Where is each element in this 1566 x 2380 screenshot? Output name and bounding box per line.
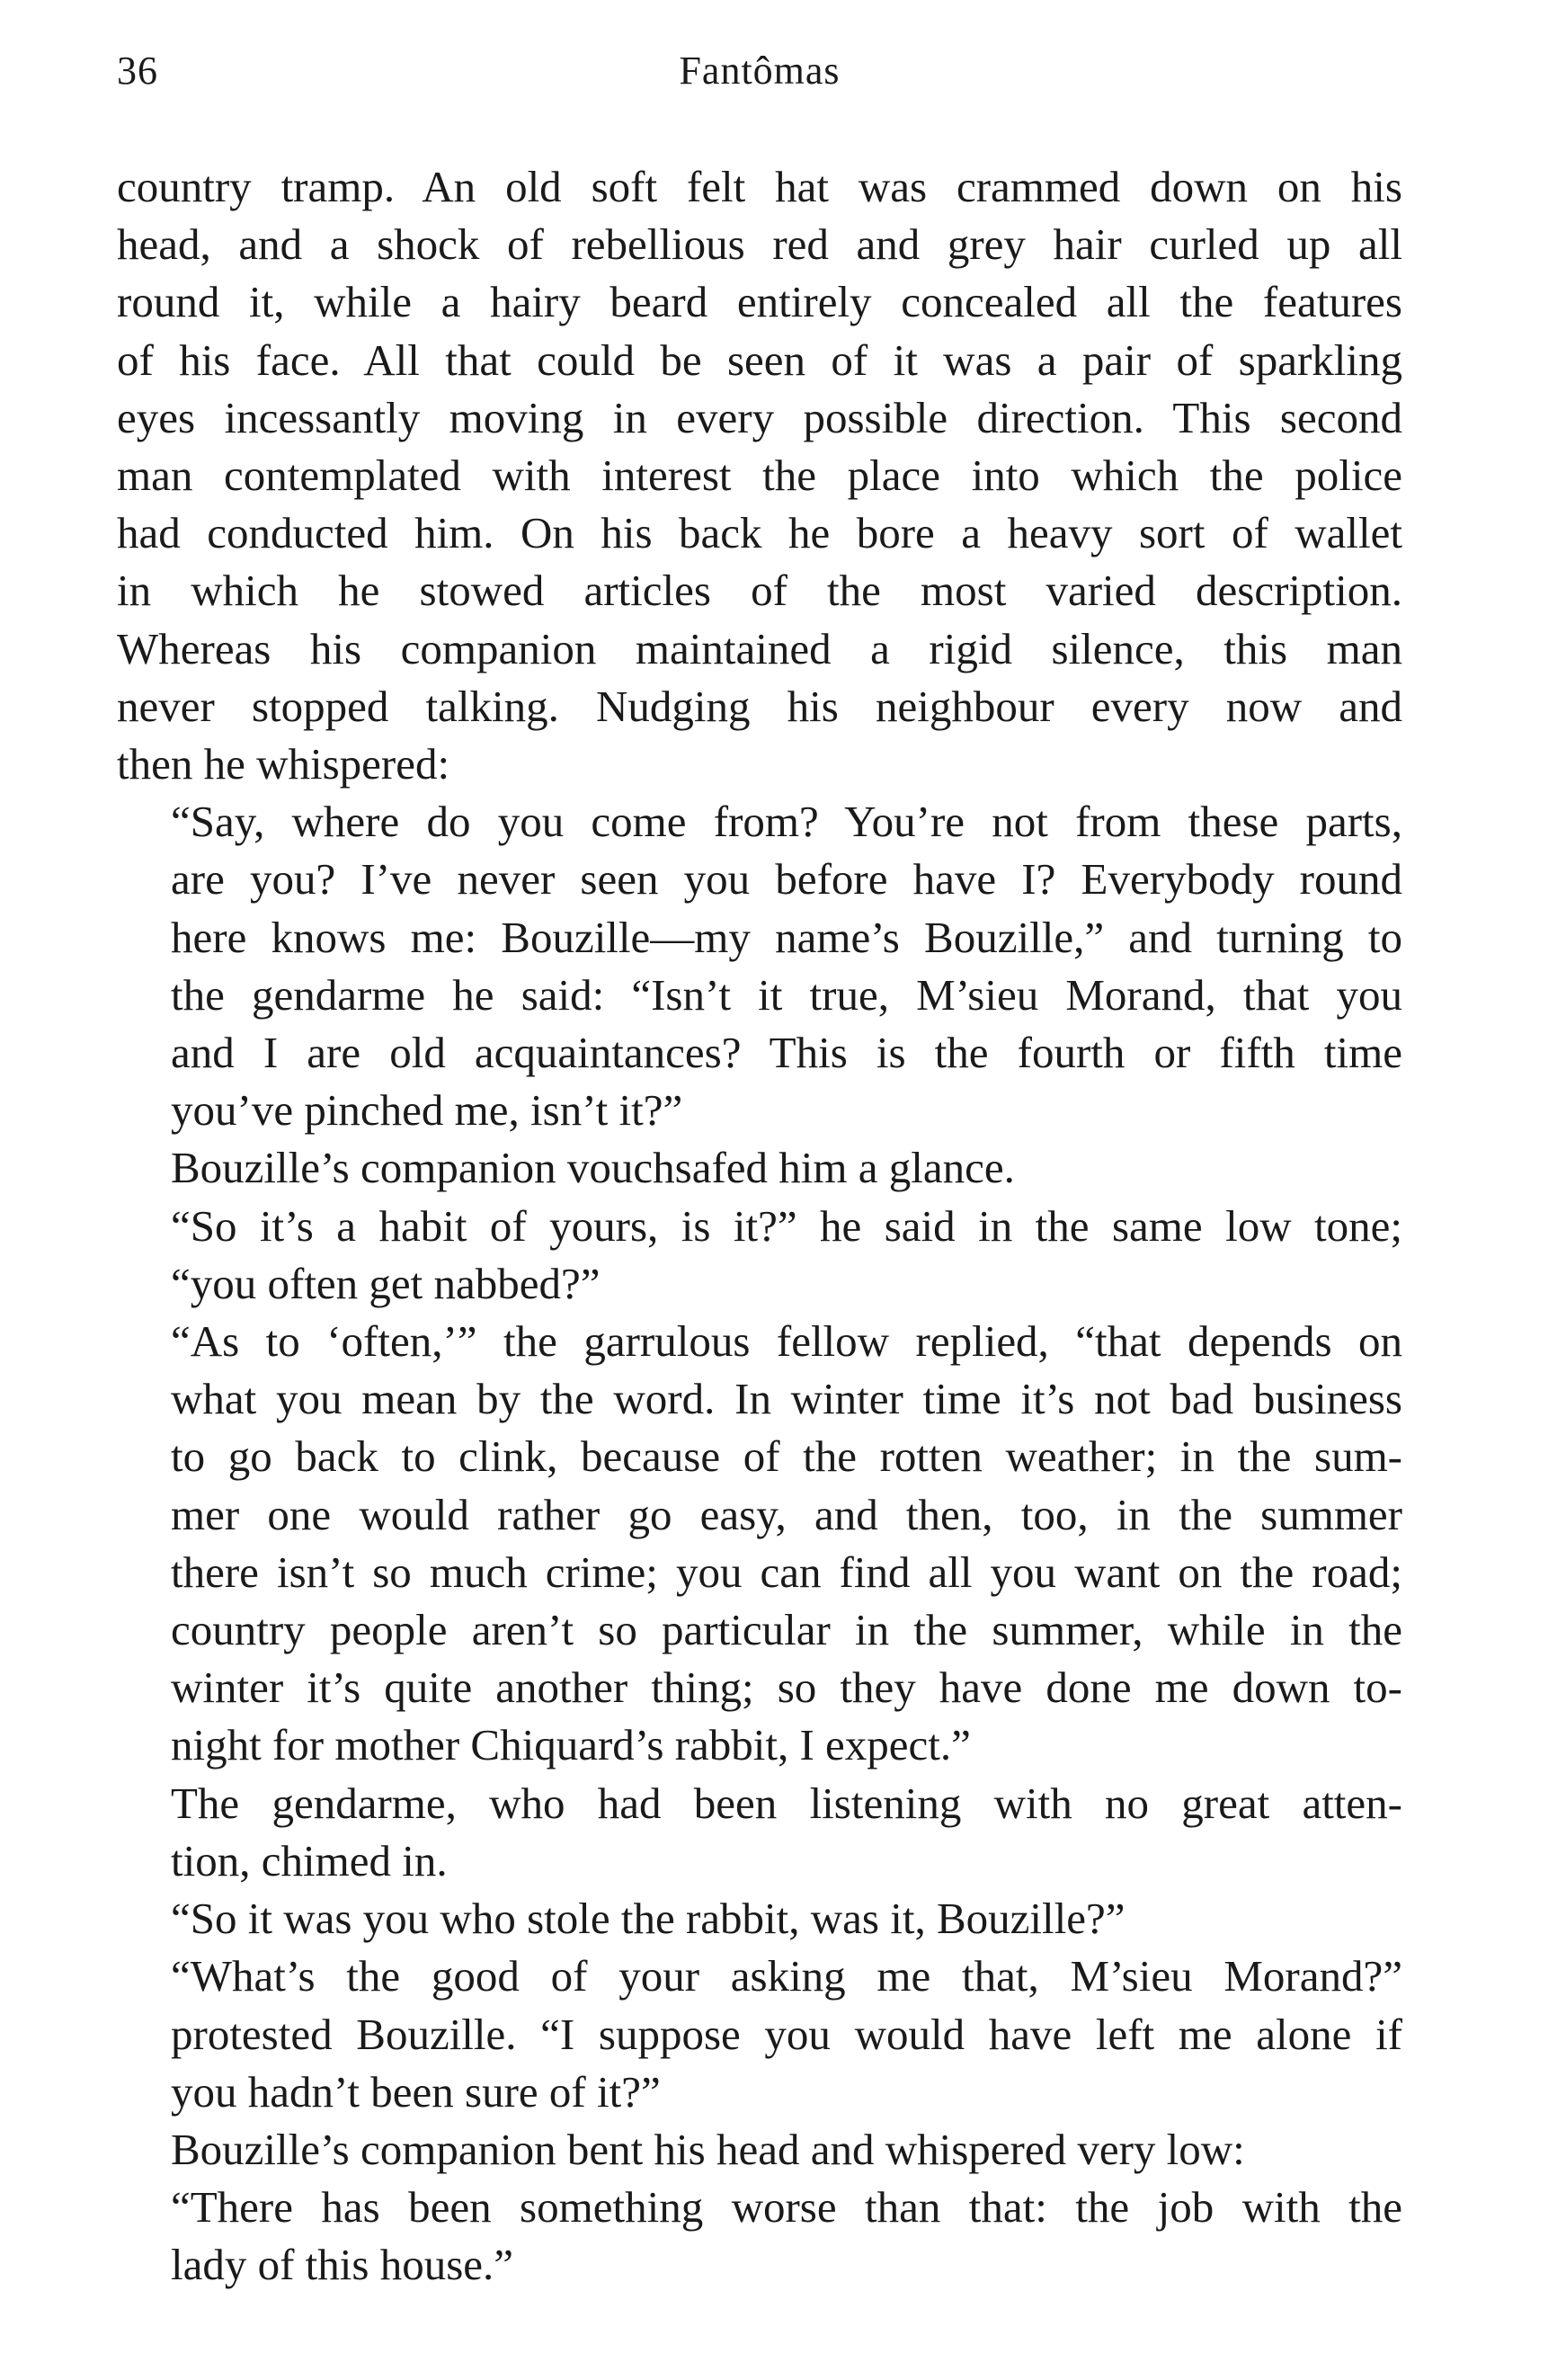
text-line: there isn’t so much crime; you can find all you want on the road; — [171, 1547, 1402, 1597]
text-line: here knows me: Bouzille—my name’s Bouzille,” and turning to — [171, 912, 1402, 962]
text-line: Bouzille’s companion vouchsafed him a glance. — [171, 1143, 1015, 1193]
text-line: the gendarme he said: “Isn’t it true, M’sieu Morand, that you — [171, 969, 1402, 1020]
text-line: winter it’s quite another thing; so they have done me down to- — [171, 1662, 1402, 1713]
text-line: Bouzille’s companion bent his head and whispered very low: — [171, 2124, 1245, 2174]
text-line: night for mother Chiquard’s rabbit, I expect.” — [171, 1720, 971, 1770]
paragraph — [117, 1948, 1402, 2121]
text-line: of his face. All that could be seen of it was a pair of sparkling — [117, 334, 1402, 385]
paragraph — [117, 158, 1402, 793]
text-line: eyes incessantly moving in every possible direction. This second — [117, 392, 1402, 442]
text-line: man contemplated with interest the place into which the police — [117, 450, 1402, 501]
text-line: never stopped talking. Nudging his neighbour every now and — [117, 681, 1402, 731]
text-line: “What’s the good of your asking me that, M’sieu Morand?” — [171, 1951, 1402, 2001]
paragraph — [117, 1890, 1402, 1948]
text-line: are you? I’ve never seen you before have I? Everybody round — [171, 854, 1402, 905]
paragraph — [117, 1139, 1402, 1197]
text-line: you hadn’t been sure of it?” — [171, 2066, 661, 2117]
text-line: then he whispered: — [117, 739, 450, 789]
text-line: mer one would rather go easy, and then, too, in the summer — [171, 1489, 1402, 1539]
text-line: Whereas his companion maintained a rigid silence, this man — [117, 623, 1402, 673]
text-line: “So it’s a habit of yours, is it?” he said in the same low tone; — [171, 1200, 1402, 1251]
text-line: “As to ‘often,’” the garrulous fellow replied, “that depends on — [171, 1316, 1402, 1367]
text-line: “you often get nabbed?” — [171, 1258, 601, 1308]
text-line: “Say, where do you come from? You’re not from these parts, — [171, 797, 1402, 847]
paragraph — [117, 1198, 1402, 1313]
paragraph — [117, 793, 1402, 1139]
text-line: The gendarme, who had been listening with no great atten- — [171, 1778, 1402, 1828]
text-line: “There has been something worse than that: the job with the — [171, 2182, 1402, 2233]
text-line: round it, while a hairy beard entirely concealed all the features — [117, 277, 1402, 327]
text-line: in which he stowed articles of the most varied description. — [117, 566, 1402, 616]
text-line: country people aren’t so particular in the summer, while in the — [171, 1605, 1402, 1655]
text-line: to go back to clink, because of the rotten weather; in the sum- — [171, 1431, 1402, 1482]
body-text — [117, 158, 1402, 2295]
text-line: what you mean by the word. In winter time it’s not bad business — [171, 1374, 1402, 1424]
text-line: protested Bouzille. “I suppose you would have left me alone if — [171, 2009, 1402, 2059]
text-line: you’ve pinched me, isn’t it?” — [171, 1085, 683, 1136]
text-line: and I are old acquaintances? This is the fourth or fifth time — [171, 1028, 1402, 1078]
text-line: head, and a shock of rebellious red and grey hair curled up all — [117, 219, 1402, 270]
paragraph — [117, 2121, 1402, 2179]
page-number: 36 — [117, 49, 158, 93]
paragraph — [117, 2179, 1402, 2294]
text-line: lady of this house.” — [171, 2240, 514, 2290]
text-line: had conducted him. On his back he bore a heavy sort of wallet — [117, 508, 1402, 558]
text-line: country tramp. An old soft felt hat was crammed down on his — [117, 162, 1402, 211]
text-line: “So it was you who stole the rabbit, was it, Bouzille?” — [171, 1894, 1126, 1944]
book-title: Fantômas — [679, 49, 841, 93]
running-head — [117, 40, 1402, 103]
paragraph — [117, 1313, 1402, 1775]
paragraph — [117, 1775, 1402, 1890]
text-line: tion, chimed in. — [171, 1835, 448, 1885]
